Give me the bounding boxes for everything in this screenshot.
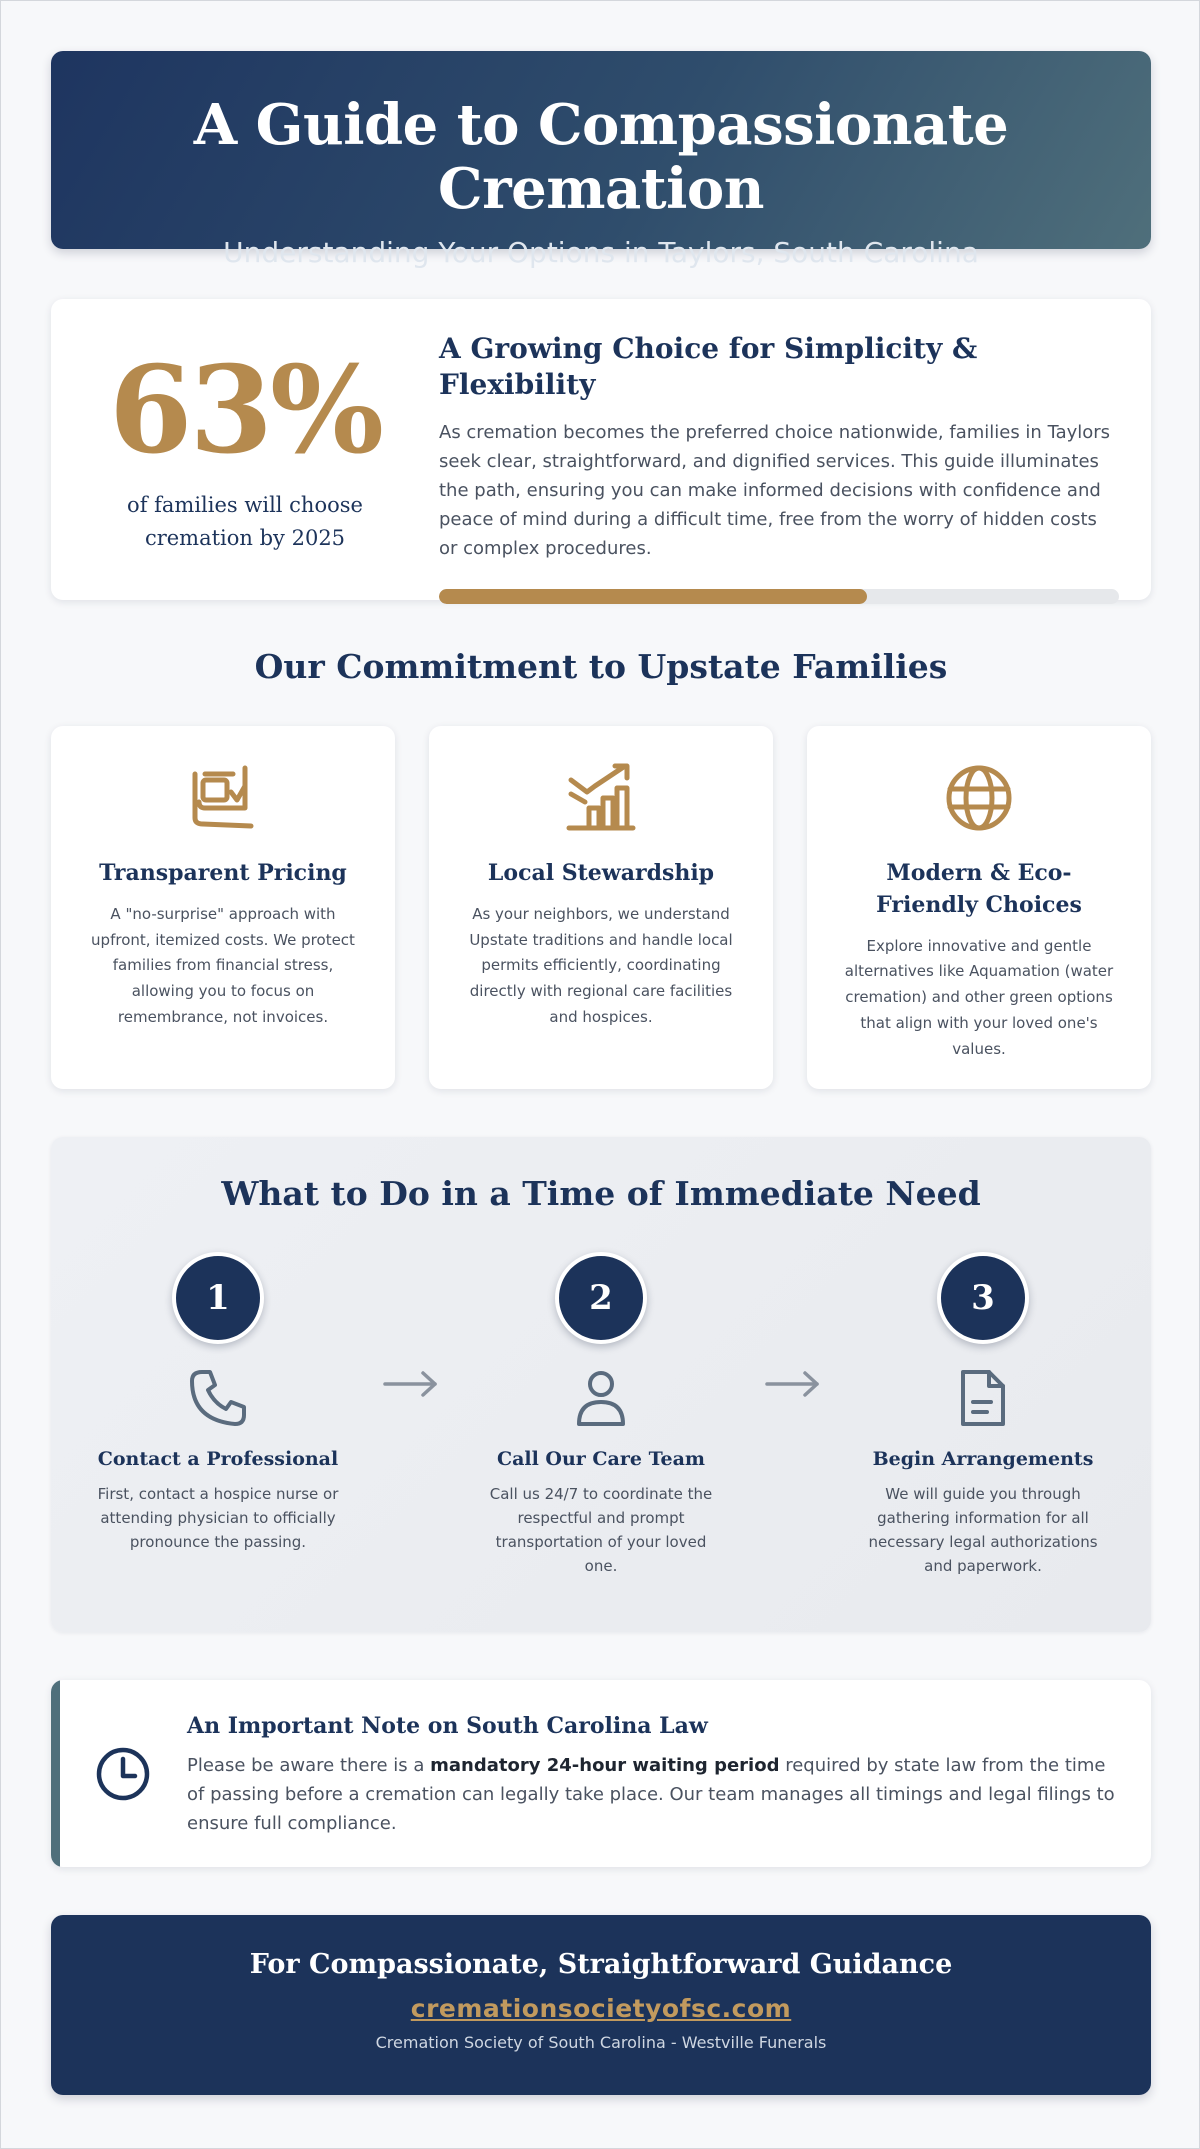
pillar-body: As your neighbors, we understand Upstate traditions and handle local permits efficiently, coordinating directly with regional care facilities and hospices.: [469, 904, 733, 1026]
step-title: Call Our Care Team: [496, 1447, 706, 1470]
stat-value: 63%: [108, 340, 381, 481]
note-text-rest: required by state law from the time of passing before a cremation can legally take place. Our team manages all timings and legal filings to ensure full compliance.: [187, 1755, 1115, 1835]
organization-name: Cremation Society of South Carolina - Westville Funerals: [375, 2032, 827, 2052]
pillar-title: Transparent Pricing: [99, 859, 347, 886]
hero-banner: [51, 51, 1151, 269]
progress-bar-fill: [439, 589, 867, 604]
step-body: We will guide you through gathering information for all necessary legal authorizations and paperwork.: [868, 1485, 1098, 1576]
stat-highlight: [51, 299, 439, 600]
globe-icon: [943, 762, 1015, 834]
step-body: Call us 24/7 to coordinate the respectful and prompt transportation of your loved one.: [489, 1485, 713, 1576]
step-number: 2: [555, 1252, 647, 1344]
step-body: First, contact a hospice nurse or attending physician to officially pronounce the passing.: [97, 1485, 339, 1552]
note-text-lead: Please be aware there is a: [187, 1755, 431, 1777]
law-note-card: [51, 1680, 1151, 1867]
stat-description: [439, 299, 1151, 600]
page-title: A Guide to Compassionate Cremation: [193, 92, 1009, 223]
note-title: An Important Note on South Carolina Law: [187, 1712, 708, 1739]
arrow-right-icon: [765, 1370, 821, 1398]
pillar-title: Local Stewardship: [487, 859, 715, 886]
note-text: [187, 1752, 1117, 1838]
page: [51, 51, 1151, 2095]
phone-icon: [188, 1368, 248, 1428]
progress-bar: [439, 589, 1119, 604]
receipt-check-icon: [187, 762, 259, 834]
step-title: Contact a Professional: [97, 1447, 339, 1470]
growth-chart-icon: [565, 762, 637, 834]
stat-heading: A Growing Choice for Simplicity & Flexibility: [439, 332, 978, 402]
commitment-pillars: [51, 726, 1151, 1089]
note-accent-bar: [51, 1680, 60, 1867]
pillar-transparent-pricing: [51, 726, 395, 1089]
pillar-local-stewardship: [429, 726, 773, 1089]
page-subtitle: Understanding Your Options in Taylors, South Carolina: [223, 235, 979, 269]
document-icon: [953, 1368, 1013, 1428]
arrow-right-icon: [383, 1370, 439, 1398]
pillar-title: Modern & Eco-Friendly Choices: [876, 859, 1082, 918]
footer-cta: [51, 1915, 1151, 2095]
immediate-need-section: [51, 1137, 1151, 1632]
user-icon: [571, 1368, 631, 1428]
note-content: [187, 1712, 1117, 1839]
pillar-body: Explore innovative and gentle alternatives like Aquamation (water cremation) and other green options that align with your loved one's values.: [844, 936, 1114, 1058]
step-number: 3: [937, 1252, 1029, 1344]
footer-heading: For Compassionate, Straightforward Guidance: [249, 1948, 953, 1980]
steps-list: [51, 1252, 1151, 1612]
clock-icon: [95, 1746, 151, 1802]
stat-body: As cremation becomes the preferred choice nationwide, families in Taylors seek clear, straightforward, and dignified services. This guide illuminates the path, ensuring you can make informed decisions with confidence and peace of mind during a difficult time, free from the worry of hidden costs or complex procedures.: [439, 421, 1111, 560]
immediate-need-title: What to Do in a Time of Immediate Need: [221, 1173, 981, 1213]
stat-card: [51, 299, 1151, 600]
pillar-body: A "no-surprise" approach with upfront, itemized costs. We protect families from financial stress, allowing you to focus on remembrance, not invoices.: [91, 904, 355, 1026]
pillar-eco-friendly: [807, 726, 1151, 1089]
step-1: [88, 1252, 348, 1555]
step-number: 1: [172, 1252, 264, 1344]
step-2: [471, 1252, 731, 1579]
step-3: [853, 1252, 1113, 1579]
note-text-emphasis: mandatory 24-hour waiting period: [430, 1755, 780, 1777]
commitment-title: Our Commitment to Upstate Families: [254, 647, 948, 686]
stat-caption: of families will choose cremation by 2025: [127, 493, 363, 550]
step-title: Begin Arrangements: [872, 1447, 1094, 1470]
website-link[interactable]: cremationsocietyofsc.com: [410, 1993, 792, 2023]
